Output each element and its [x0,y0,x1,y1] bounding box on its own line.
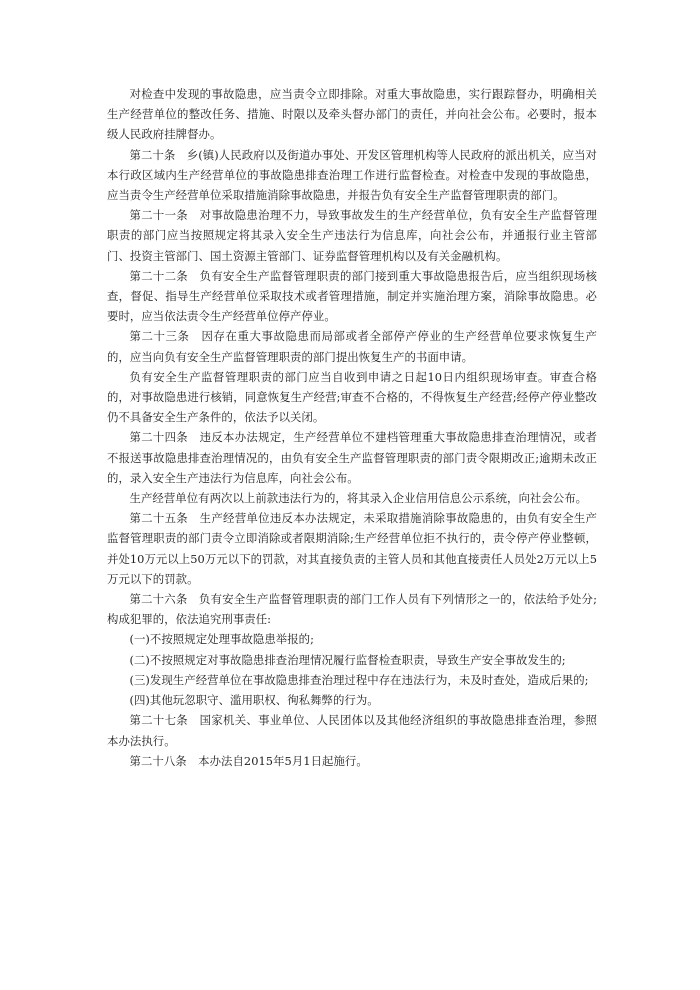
paragraph-article-28: 第二十八条 本办法自2015年5月1日起施行。 [129,753,368,768]
list-item-article-26-3: (三)发现生产经营单位在事故隐患排查治理过程中存在违法行为，未及时查处，造成后果的; [129,672,589,687]
paragraph-article-23-review: 负有安全生产监督管理职责的部门应当自收到申请之日起10日内组织现场审查。审查合格的，对事故隐患进行核销，同意恢复生产经营;审查不合格的，不得恢复生产经营;经停产停业整改仍不具备安全生产条件的，依法予以关闭。 [107,369,597,425]
paragraph-article-25: 第二十五条 生产经营单位违反本办法规定，未采取措施消除事故隐患的，由负有安全生产监督管理职责的部门责令立即消除或者限期消除;生产经营单位拒不执行的，责令停产停业整顿，并处10万元以上50万元以下的罚款，对其直接负责的主管人员和其他直接责任人员处2万元以上5万元以下的罚款。 [107,511,597,586]
paragraph-article-20: 第二十条 乡(镇)人民政府以及街道办事处、开发区管理机构等人民政府的派出机关，应当对本行政区域内生产经营单位的事故隐患排查治理工作进行监督检查。对检查中发现的事故隐患，应当责令生产经营单位采取措施消除事故隐患，并报告负有安全生产监督管理职责的部门。 [107,147,597,203]
paragraph-article-22: 第二十二条 负有安全生产监督管理职责的部门接到重大事故隐患报告后，应当组织现场核查，督促、指导生产经营单位采取技术或者管理措施，制定并实施治理方案，消除事故隐患。必要时，应当依法责令生产经营单位停产停业。 [107,268,597,324]
paragraph-continuation-article-19: 对检查中发现的事故隐患，应当责令立即排除。对重大事故隐患，实行跟踪督办，明确相关生产经营单位的整改任务、措施、时限以及牵头督办部门的责任，并向社会公布。必要时，报本级人民政府挂牌督办。 [107,87,597,142]
paragraph-article-24: 第二十四条 违反本办法规定，生产经营单位不建档管理重大事故隐患排查治理情况，或者不报送事故隐患排查治理情况的，由负有安全生产监督管理职责的部门责令限期改正;逾期未改正的，录入安全生产违法行为信息库，向社会公布。 [107,430,597,485]
list-item-article-26-4: (四)其他玩忽职守、滥用职权、徇私舞弊的行为。 [129,693,379,708]
paragraph-article-23: 第二十三条 因存在重大事故隐患而局部或者全部停产停业的生产经营单位要求恢复生产的，应当向负有安全生产监督管理职责的部门提出恢复生产的书面申请。 [107,329,597,364]
list-item-article-26-1: (一)不按照规定处理事故隐患举报的; [129,632,314,647]
paragraph-article-21: 第二十一条 对事故隐患治理不力，导致事故发生的生产经营单位，负有安全生产监督管理职责的部门应当按照规定将其录入安全生产违法行为信息库，向社会公布，并通报行业主管部门、投资主管部门、国土资源主管部门、证券监督管理机构以及有关金融机构。 [107,208,597,263]
document-body [107,84,597,771]
paragraph-article-24-repeat: 生产经营单位有两次以上前款违法行为的，将其录入企业信用信息公示系统，向社会公布。 [129,491,588,506]
paragraph-article-26: 第二十六条 负有安全生产监督管理职责的部门工作人员有下列情形之一的，依法给予处分;构成犯罪的，依法追究刑事责任: [107,592,597,627]
list-item-article-26-2: (二)不按照规定对事故隐患排查治理情况履行监督检查职责，导致生产安全事故发生的; [129,652,566,667]
paragraph-article-27: 第二十七条 国家机关、事业单位、人民团体以及其他经济组织的事故隐患排查治理，参照本办法执行。 [107,713,597,748]
